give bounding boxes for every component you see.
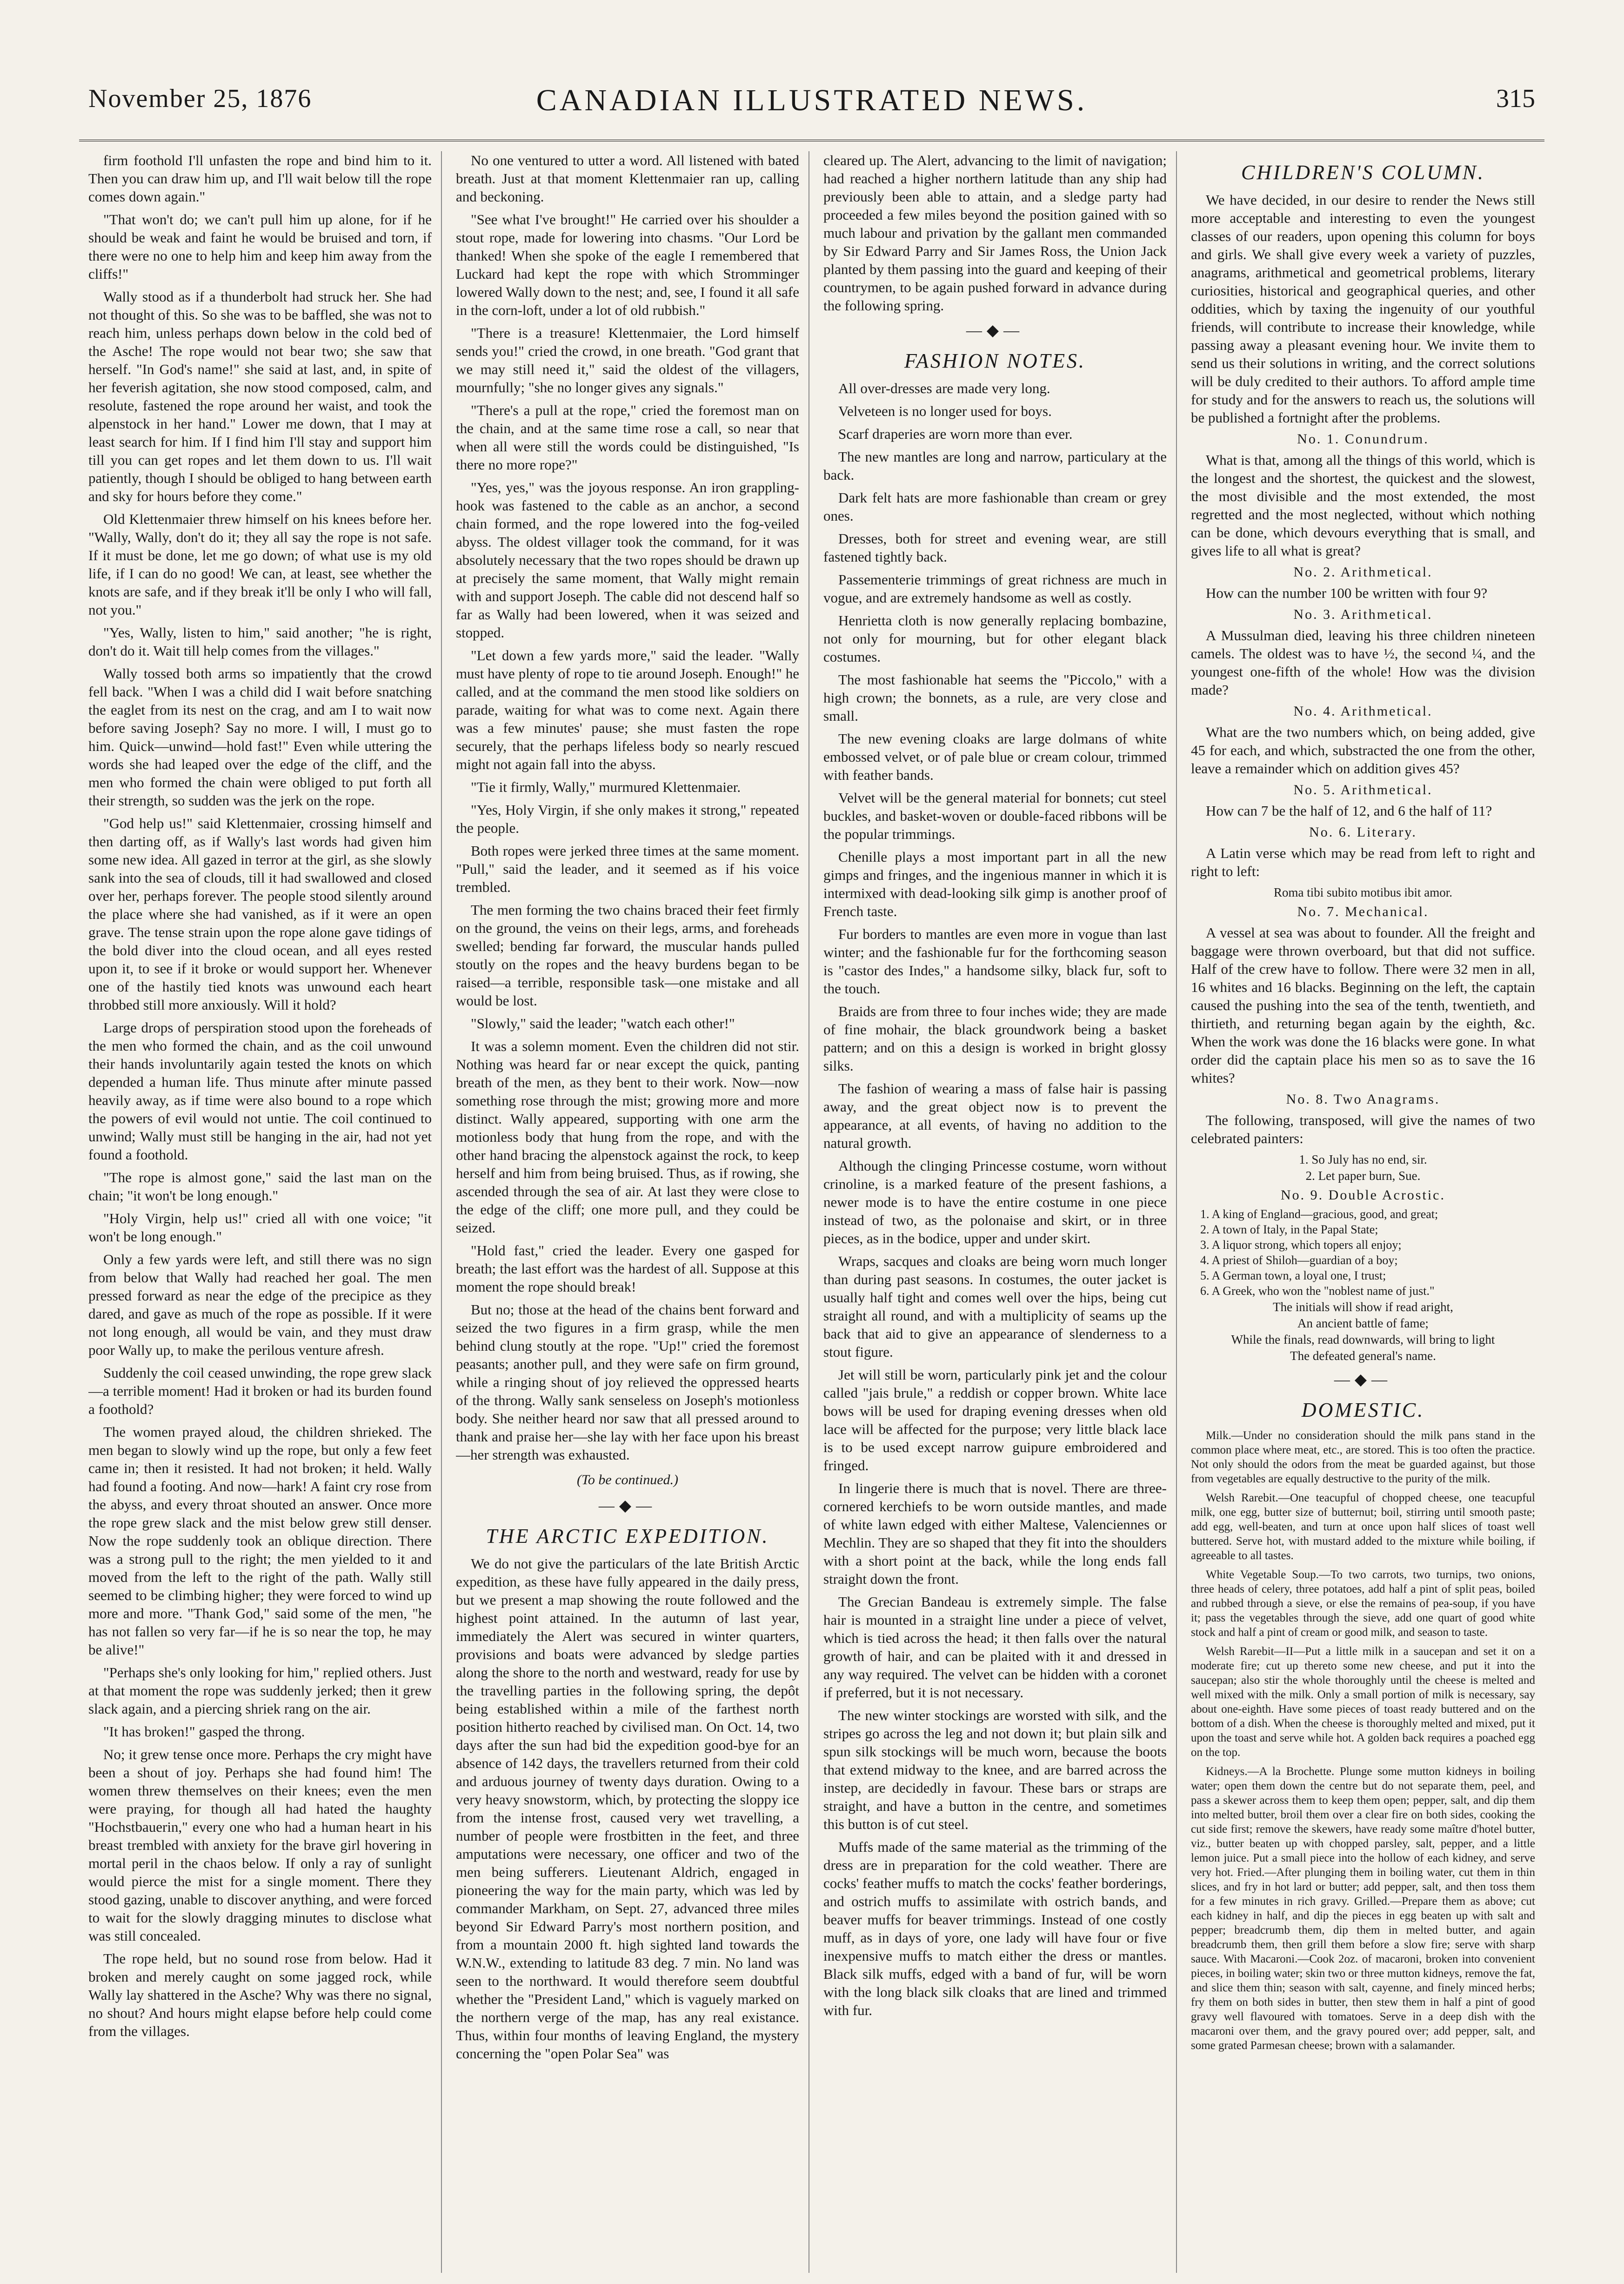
- acrostic-footer-line: An ancient battle of fame;: [1297, 1316, 1429, 1330]
- fashion-note: The most fashionable hat seems the "Piccolo," with a high crown; the bonnets, as a rule, are very close and small.: [823, 671, 1167, 724]
- puzzle-heading: No. 5. Arithmetical.: [1293, 782, 1433, 797]
- acrostic-footer-line: While the finals, read downwards, will bring to light: [1231, 1333, 1495, 1346]
- story-paragraph: "It has broken!" gasped the throng.: [103, 1723, 305, 1740]
- column-2: [456, 151, 809, 2273]
- puzzle-text: What are the two numbers which, on being added, give 45 for each, and which, substracted the one from the other, leave a remainder which on addition gives 45?: [1191, 724, 1535, 777]
- anagram-list: [1191, 1152, 1535, 1184]
- story-paragraph: No; it grew tense once more. Perhaps the cry might have been a shout of joy. Perhaps she had found him! The women threw themselves on their knees; even the men were praying, for though all had hated the haughty "Hochstbauerin," every one who had a human heart in his breast trembled with anxiety for the brave girl hovering in mortal peril in the chaos below. If only a ray of sunlight would pierce the mist for a single moment. There they stood gazing, unable to discover anything, and were forced to wait for the slowly dragging minutes to disclose what was still concealed.: [88, 1746, 432, 1944]
- fashion-note: All over-dresses are made very long.: [838, 380, 1050, 396]
- recipe: Kidneys.—A la Brochette. Plunge some mutton kidneys in boiling water; open them down the centre but do not separate them, peel, and pass a skewer across them to keep them open; pepper, salt, and dip them into melted butter, broil them over a clear fire on both sides, cooking the cut side first; remove the skewers, have ready some maître d'hotel butter, viz., butter beaten up with chopped parsley, salt, pepper, and a little lemon juice. Put a small piece into the hollow of each kidney, and serve very hot. Fried.—After plunging them in boiling water, cut them in thin slices, and fry in hot lard or butter; add pepper, salt, and then toss them for a few minutes in rich gravy. Grilled.—Prepare them as above; cut each kidney in half, and dip the pieces in egg beaten up with salt and pepper; breadcrumb them, dip them in melted butter, and again breadcrumb them, then grill them before a slow fire; serve with sharp sauce. With Macaroni.—Cook 2oz. of macaroni, broken into convenient pieces, in boiling water; skin two or three mutton kidneys, remove the fat, and slice them thin; season with salt, cayenne, and finely minced herbs; fry them on both sides in butter, then stew them in half a pint of good gravy well flavoured with tomatoes. Serve in a deep dish with the macaroni over them, and the gravy poured over; add pepper, salt, and some grated Parmesan cheese; brown with a salamander.: [1191, 1765, 1535, 2052]
- story-paragraph: "Yes, Wally, listen to him," said another; "he is right, don't do it. Wait till help comes from the villages.": [88, 624, 432, 659]
- fashion-notes: [823, 379, 1167, 2019]
- story-paragraph: The women prayed aloud, the children shrieked. The men began to slowly wind up the rope, but only a few feet came in; then it resisted. It had not broken; it held. Wally had found a footing. And now—hark! A faint cry rose from the abyss, and every throat shouted an answer. Once more the rope grew slack and the mist below grew still denser. Now the rope suddenly took an oblique direction. There was a strong pull to the right; the men yielded to it and moved from the left to the right of the path. Wally still seemed to be climbing higher; they were forced to wind up more and more. "Thank God," said some of the men, "he has not fallen so very far—if he is so near the top, he may be alive!": [88, 1424, 432, 1658]
- fashion-note: Velveteen is no longer used for boys.: [838, 403, 1052, 419]
- fashion-note: Fur borders to mantles are even more in vogue than last winter; and the fashionable fur for the forthcoming season is "castor des Indes," a handsome silky, black fur, soft to the touch.: [823, 926, 1167, 997]
- story-paragraph: "Perhaps she's only looking for him," replied others. Just at that moment the rope was suddenly jerked; then it grew slack again, and a piercing shriek rang on the air.: [88, 1664, 432, 1717]
- story-paragraph: "Tie it firmly, Wally," murmured Klettenmaier.: [471, 779, 741, 795]
- puzzles: [1191, 431, 1535, 880]
- acrostic-line: 3. A liquor strong, which topers all enjoy;: [1200, 1238, 1402, 1252]
- acrostic-line: 4. A priest of Shiloh—guardian of a boy;: [1200, 1253, 1398, 1267]
- puzzle-text: How can 7 be the half of 12, and 6 the half of 11?: [1206, 803, 1492, 819]
- fashion-note: Dresses, both for street and evening wear, are still fastened tightly back.: [823, 530, 1167, 565]
- fashion-note: Chenille plays a most important part in all the new gimps and fringes, and the ingenious manner in which it is intermixed with dead-looking silk gimp is another proof of French taste.: [823, 849, 1167, 919]
- puzzle-text: A Latin verse which may be read from left to right and right to left:: [1191, 845, 1535, 879]
- fashion-notes-title: FASHION NOTES.: [904, 349, 1086, 372]
- acrostic-line: 1. A king of England—gracious, good, and great;: [1200, 1207, 1438, 1221]
- recipe: Welsh Rarebit—II—Put a little milk in a saucepan and set it on a moderate fire; cut up thereto some new cheese, and put it into the saucepan; also stir the whole thoroughly until the cheese is melted and well mixed with the milk. Only a small portion of milk is necessary, say about one-eighth. Have some pieces of toast ready buttered and on the bottom of a dish. When the cheese is thoroughly melted and mixed, put it upon the toast and serve while hot. A golden back requires a poached egg on the top.: [1191, 1645, 1535, 1759]
- recipe: White Vegetable Soup.—To two carrots, two turnips, two onions, three heads of celery, three potatoes, add half a pint of split peas, boiled and rubbed through a sieve, or else the remains of pea-soup, if you have it; pass the vegetables through the sieve, add one quart of good white stock and half a pint of cream or good milk, and season to taste.: [1191, 1568, 1535, 1639]
- puzzle-heading: No. 6. Literary.: [1309, 824, 1417, 840]
- latin-verse: Roma tibi subito motibus ibit amor.: [1273, 885, 1452, 899]
- recipe: Welsh Rarebit.—One teacupful of chopped cheese, one teacupful milk, one egg, butter size of butternut; boil, stirring until smooth paste; add egg, well-beaten, and turn at once upon half slices of toast well buttered. Serve hot, with mustard added to the mixture while boiling, if agreeable to all tastes.: [1191, 1492, 1535, 1562]
- fashion-note: Wraps, sacques and cloaks are being worn much longer than during past seasons. In costumes, the outer jacket is usually half tight and comes well over the hips, being cut straight all round, and with a multiplicity of seams up the back that aid to give an appearance of slenderness to a stout figure.: [823, 1253, 1167, 1360]
- story-paragraph: Only a few yards were left, and still there was no sign from below that Wally had reached her goal. The men pressed forward as near the edge of the precipice as they dared, and gave as much of the rope as possible. If it were not long enough, all would be vain, and they must draw poor Wally up, to make the perilous venture afresh.: [88, 1251, 432, 1358]
- story-paragraph: firm foothold I'll unfasten the rope and bind him to it. Then you can draw him up, and I'll wait below till the rope comes down again.": [88, 152, 432, 205]
- puzzle-text: How can the number 100 be written with four 9?: [1206, 585, 1488, 601]
- puzzle-heading: No. 2. Arithmetical.: [1293, 564, 1433, 580]
- acrostic-footer: [1191, 1299, 1535, 1364]
- ornament: —◆—: [966, 322, 1024, 339]
- story-paragraph: No one ventured to utter a word. All listened with bated breath. Just at that moment Klettenmaier ran up, calling and beckoning.: [456, 152, 799, 205]
- story-paragraph: "That won't do; we can't pull him up alone, for if he should be weak and faint he would be bruised and torn, if there were no one to help him and keep him away from the cliffs!": [88, 211, 432, 282]
- domestic-recipes: [1191, 1428, 1535, 2053]
- acrostic-line: 5. A German town, a loyal one, I trust;: [1200, 1269, 1386, 1282]
- fashion-note: Dark felt hats are more fashionable than cream or grey ones.: [823, 489, 1167, 524]
- to-be-continued: (To be continued.): [576, 1472, 679, 1487]
- story-paragraph: "Yes, yes," was the joyous response. An iron grappling-hook was fastened to the cable as an anchor, a second chain formed, and the rope lowered into the fog-veiled abyss. The oldest villager took the command, for it was absolutely necessary that the two ropes should be drawn up at precisely the same moment, that Wally might remain with and support Joseph. The cable did not descend half so far as Wally had been lowered, when it was seized and stopped.: [456, 479, 799, 641]
- fashion-note: Muffs made of the same material as the trimming of the dress are in preparation for the cold weather. There are cocks' feather muffs to match the cocks' feather borderings, and ostrich muffs to assimilate with ostrich bands, and beaver muffs for beaver trimmings. Instead of one costly muff, as in days of yore, one lady will have four or five inexpensive muffs to match either the dress or mantles. Black silk muffs, edged with a band of fur, will be worn with the long black silk cloaks that are lined and trimmed with fur.: [823, 1839, 1167, 2018]
- arctic-paragraph: We do not give the particulars of the late British Arctic expedition, as these have fully appeared in the daily press, but we present a map showing the route followed and the highest point attained. In the autumn of last year, immediately the Alert was secured in winter quarters, provisions and boats were advanced by sledge parties along the shore to the north and westward, ready for use by the travelling parties in the following spring, the depôt being established within a mile of the farthest north position hitherto reached by civilised man. On Oct. 14, two days after the sun had bid the expedition good-bye for an absence of 142 days, the travellers returned from their cold and arduous journey of twenty days duration. Owing to a very heavy snowstorm, which, by protecting the sloppy ice from the intense frost, caused very wet travelling, a number of people were frostbitten in the feet, and three amputations were necessary, one officer and two of the men being sufferers. Lieutenant Aldrich, engaged in pioneering the way for the main party, which was led by commander Markham, on Sept. 27, advanced three miles beyond Sir Edward Parry's most northern position, and from a mountain 2000 ft. high sighted land towards the W.N.W., extending to latitude 83 deg. 7 min. No land was seen to the northward. It would therefore seem doubtful whether the "President Land," which is vaguely marked on the northern verge of the map, has any real existance. Thus, within four months of leaving England, the mystery concerning the "open Polar Sea" was: [456, 1555, 799, 2062]
- story-paragraph: Large drops of perspiration stood upon the foreheads of the men who formed the chain, and as the coil unwound their hands involuntarily again tested the knots on which depended a human life. Thus minute after minute passed heavily away, as if time were also bound to a rope which the powers of evil would not untie. The coil continued to unwind; Wally must still be hanging in the air, had not yet found a foothold.: [88, 1019, 432, 1163]
- arctic-expedition-article: [456, 1554, 799, 2063]
- puzzle-8-heading: No. 8. Two Anagrams.: [1286, 1092, 1440, 1107]
- ornament: —◆—: [1334, 1371, 1392, 1388]
- story-continuation: [88, 151, 432, 2040]
- story-paragraph: "Let down a few yards more," said the leader. "Wally must have plenty of rope to tie around Joseph. Enough!" he called, and at the command the men stood like soldiers on parade, waiting for what was to come next. Again there was a few minutes' pause; she must fasten the rope securely, that the perhaps lifeless body so nearly rescued might not again fall into the abyss.: [456, 647, 799, 772]
- puzzle-text: A Mussulman died, leaving his three children nineteen camels. The oldest was to have ½, the second ¼, and the youngest one-fifth of the whole! How was the division made?: [1191, 627, 1535, 698]
- fashion-note: Although the clinging Princesse costume, worn without crinoline, is a marked feature of the present fashions, a newer mode is to have the entire costume in one piece instead of two, as the polonaise and skirt, or in three pieces, as in the bodice, upper and under skirt.: [823, 1158, 1167, 1246]
- puzzle-heading: No. 1. Conundrum.: [1297, 431, 1429, 447]
- childrens-column-intro: We have decided, in our desire to render the News still more acceptable and interesting to even the youngest classes of our readers, upon opening this column for boys and girls. We shall give every week a variety of puzzles, anagrams, arithmetical and geometrical problems, literary curiosities, historical and geographical queries, and other oddities, which by taxing the ingenuity of our youthful friends, will contribute to increase their knowledge, while passing away a pleasant evening hour. We invite them to send us their solutions in writing, and the correct solutions will be duly credited to their authors. To afford ample time for study and for the answers to reach us, the solutions will be published a fortnight after the problems.: [1191, 192, 1535, 426]
- fashion-note: Scarf draperies are worn more than ever.: [838, 426, 1073, 442]
- fashion-note: The Grecian Bandeau is extremely simple. The false hair is mounted in a straight line under a piece of velvet, which is tied across the head; it then falls over the natural growth of hair, and can be plaited with it and dressed in any way required. The velvet can be hidden with a coronet if preferred, but it is not necessary.: [823, 1594, 1167, 1701]
- story-paragraph: It was a solemn moment. Even the children did not stir. Nothing was heard far or near except the quick, panting breath of the men, as they bent to their work. Now—now something rose through the mist; growing more and more distinct. Wally appeared, supporting with one arm the motionless body that hung from the rope, and with the other hand bracing the alpenstock against the rock, to keep herself and him from being bruised. Thus, as if rowing, she ascended through the sea of air. At last they were close to the edge of the cliff; one more pull, and they could be seized.: [456, 1038, 799, 1236]
- story-paragraph: Wally stood as if a thunderbolt had struck her. She had not thought of this. So she was to be baffled, she was not to reach him, unless perhaps down below in the cold bed of the Asche! The rope would not bear two; she saw that herself. "In God's name!" she said at last, and, in spite of her feverish agitation, she now stood composed, calm, and resolute, fastened the rope around her waist, and took the alpenstock in her hand." Lower me down, that I may at least search for him. If I find him I'll stay and support him till you can get ropes and let them down to us. I'll wait patiently, though I should be obliged to hang between earth and sky for hours before they come.": [88, 288, 432, 504]
- puzzle-heading: No. 4. Arithmetical.: [1293, 703, 1433, 719]
- puzzle-8-text: The following, transposed, will give the names of two celebrated painters:: [1191, 1112, 1535, 1146]
- newspaper-title: CANADIAN ILLUSTRATED NEWS.: [536, 83, 1088, 117]
- fashion-note: The new evening cloaks are large dolmans of white embossed velvet, or of pale blue or cream colour, trimmed with feather bands.: [823, 730, 1167, 783]
- anagram-line: 1. So July has no end, sir.: [1299, 1152, 1427, 1166]
- puzzle-9-heading: No. 9. Double Acrostic.: [1281, 1187, 1445, 1203]
- recipe: Milk.—Under no consideration should the milk pans stand in the common place where meat, etc., are stored. This is too often the practice. Not only should the odors from the meat be guarded against, but those from vegetables are equally destructive to the purity of the milk.: [1191, 1429, 1535, 1485]
- fashion-note: The new winter stockings are worsted with silk, and the stripes go across the leg and not down it; but plain silk and spun silk stockings will be much worn, because the boots that extend midway to the knee, and are barred across the instep, are decidedly in favour. These bars or straps are straight, and have a button in the centre, and sometimes this button is of cut steel.: [823, 1707, 1167, 1832]
- story-paragraph: The men forming the two chains braced their feet firmly on the ground, the veins on their legs, arms, and foreheads swelled; bending far forward, the muscular hands pulled stoutly on the ropes and the heavy burdens began to be raised—a terrible, responsible task—one mistake and all would be lost.: [456, 902, 799, 1009]
- story-paragraph: "Yes, Holy Virgin, if she only makes it strong," repeated the people.: [456, 802, 799, 836]
- column-4: [1191, 151, 1544, 2273]
- masthead: [79, 70, 1544, 140]
- fashion-note: Velvet will be the general material for bonnets; cut steel buckles, and basket-woven or double-faced ribbons will be the popular trimmings.: [823, 790, 1167, 842]
- domestic-title: DOMESTIC.: [1301, 1399, 1425, 1421]
- arctic-expedition-end: cleared up. The Alert, advancing to the limit of navigation; had reached a higher northern latitude than any ship had previously been able to attain, and a sledge party had proceeded a few miles beyond the position gained with so much labour and privation by the gallant men commanded by Sir Edward Parry and Sir James Ross, the Union Jack planted by them passing into the guard and keeping of their countrymen, to be again pushed forward in advance during the following spring.: [823, 152, 1167, 314]
- fashion-note: Passementerie trimmings of great richness are much in vogue, and are extremely handsome as well as costly.: [823, 571, 1167, 606]
- story-paragraph: "There's a pull at the rope," cried the foremost man on the chain, and at the same time rose a call, so near that when all were still the words could be distinguished, "Is there no more rope?": [456, 402, 799, 473]
- puzzle-7-heading: No. 7. Mechanical.: [1297, 904, 1429, 919]
- page-number: 315: [1496, 84, 1535, 113]
- story-paragraph: Old Klettenmaier threw himself on his knees before her. "Wally, Wally, don't do it; they all say the rope is not safe. If it must be done, let me go down; of what use is my old life, if I can do no good! We can, at least, see whether the knots are safe, and if they break it'll be only I who will fall, not you.": [88, 511, 432, 618]
- column-1: [88, 151, 442, 2273]
- anagram-line: 2. Let paper burn, Sue.: [1305, 1169, 1421, 1183]
- story-paragraph: "Hold fast," cried the leader. Every one gasped for breath; the last effort was the hardest of all. Suppose at this moment the rope should break!: [456, 1242, 799, 1295]
- acrostic-line: 6. A Greek, who won the "noblest name of just.": [1200, 1284, 1435, 1298]
- story-paragraph: "See what I've brought!" He carried over his shoulder a stout rope, made for lowering into chasms. "Our Lord be thanked! When she spoke of the eagle I remembered that Luckard had kept the rope with which Stromminger lowered Wally down to the nest; and, see, I found it all safe in the corn-loft, under a lot of old rubbish.": [456, 211, 799, 318]
- fashion-note: The fashion of wearing a mass of false hair is passing away, and the great object now is to prevent the appearance, at all events, of having no addition to the natural growth.: [823, 1080, 1167, 1151]
- fashion-note: Jet will still be worn, particularly pink jet and the colour called "jais brule," a reddish or copper brown. White lace bows will be used for draping evening dresses when old lace will be affected for the purpose; very little black lace is to be used except narrow guipure embroidered and fringed.: [823, 1366, 1167, 1474]
- childrens-column-title: CHILDREN'S COLUMN.: [1241, 161, 1485, 184]
- issue-date: November 25, 1876: [88, 84, 312, 113]
- ornament: —◆—: [598, 1497, 657, 1514]
- story-paragraph: "Slowly," said the leader; "watch each other!": [471, 1015, 735, 1031]
- column-3: [823, 151, 1177, 2273]
- story-paragraph: "God help us!" said Klettenmaier, crossing himself and then darting off, as if Wally's last words had given him some new idea. All gazed in terror at the girl, as she slowly sank into the sea of clouds, till it had swallowed and closed over her, perhaps forever. The people stood silently around the place where she had vanished, as if it were an open grave. The tense strain upon the rope alone gave tidings of the bold diver into the cloud ocean, and all eyes rested upon it, to see if it broke or would support her. Whenever one of the hastily tied knots was unwound each heart throbbed still more anxiously. Will it hold?: [88, 815, 432, 1013]
- puzzle-7-text: A vessel at sea was about to founder. All the freight and baggage were thrown overboard, but that did not suffice. Half of the crew have to follow. There were 32 men in all, 16 whites and 16 blacks. Beginning on the left, the captain caused the pushing into the sea of the tenth, twentieth, and thirtieth, and returning began again by the eighth, &c. When the work was done the 16 blacks were gone. In what order did the captain place his men so as to save the 16 whites?: [1191, 924, 1535, 1086]
- acrostic-list: [1191, 1207, 1535, 1299]
- acrostic-footer-line: The defeated general's name.: [1290, 1349, 1436, 1363]
- fashion-note: The new mantles are long and narrow, particulary at the back.: [823, 449, 1167, 483]
- puzzle-heading: No. 3. Arithmetical.: [1293, 607, 1433, 622]
- fashion-note: Henrietta cloth is now generally replacing bombazine, not only for mourning, but for other elegant black costumes.: [823, 612, 1167, 665]
- fashion-note: Braids are from three to four inches wide; they are made of fine mohair, the black groundwork being a basket pattern; and on this a design is worked in bright glossy silks.: [823, 1003, 1167, 1074]
- acrostic-footer-line: The initials will show if read aright,: [1273, 1300, 1453, 1314]
- story-paragraph: "The rope is almost gone," said the last man on the chain; "it won't be long enough.": [88, 1169, 432, 1204]
- acrostic-line: 2. A town of Italy, in the Papal State;: [1200, 1223, 1378, 1236]
- story-paragraph: "Holy Virgin, help us!" cried all with one voice; "it won't be long enough.": [88, 1210, 432, 1245]
- masthead-rule: [79, 140, 1544, 141]
- story-paragraph: Wally tossed both arms so impatiently that the crowd fell back. "When I was a child did I wait before snatching the eaglet from its nest on the crag, and am I to wait now before saving Joseph? Say no more. I will, I must go to him. Quick—unwind—hold fast!" Even while uttering the words she had leaped over the edge of the cliff, and the men who formed the chain were obliged to put forth all their strength, so sudden was the jerk on the rope.: [88, 665, 432, 809]
- story-paragraph: But no; those at the head of the chains bent forward and seized the two figures in a firm grasp, while the men behind clung stoutly at the rope. "Up!" cried the foremost peasants; another pull, and they were safe on firm ground, while a ringing shout of joy relieved the oppressed hearts of the throng. Wally sank senseless on Joseph's motionless body. She neither heard nor saw that all pressed around to thank and praise her—she lay with her face upon his breast—her strength was exhausted.: [456, 1301, 799, 1463]
- fashion-note: In lingerie there is much that is novel. There are three-cornered kerchiefs to be worn outside mantles, and made of white lawn edged with either Maltese, Valenciennes or Mechlin. They are so shaped that they fit into the shoulders with a short point at the back, while the long ends fall straight down the front.: [823, 1480, 1167, 1587]
- columns: [88, 151, 1544, 2273]
- story-paragraph: Both ropes were jerked three times at the same moment. "Pull," said the leader, and it seemed as if his voice trembled.: [456, 843, 799, 895]
- puzzle-text: What is that, among all the things of this world, which is the longest and the shortest, the quickest and the slowest, the most divisible and the most extended, the most regretted and the most neglected, without which nothing can be done, which devours everything that is small, and gives life to all what is great?: [1191, 452, 1535, 559]
- arctic-expedition-title: THE ARCTIC EXPEDITION.: [486, 1525, 769, 1547]
- story-paragraph: The rope held, but no sound rose from below. Had it broken and merely caught on some jagged rock, while Wally lay shattered in the Asche? Why was there no signal, no shout? And hours might elapse before help could come from the villages.: [88, 1950, 432, 2039]
- story-paragraph: "There is a treasure! Klettenmaier, the Lord himself sends you!" cried the crowd, in one breath. "God grant that we may still need it," said the oldest of the villagers, mournfully; "she no longer gives any signals.": [456, 325, 799, 395]
- story-continuation-2: [456, 151, 799, 1464]
- story-paragraph: Suddenly the coil ceased unwinding, the rope grew slack—a terrible moment! Had it broken or had its burden found a foothold?: [88, 1365, 432, 1417]
